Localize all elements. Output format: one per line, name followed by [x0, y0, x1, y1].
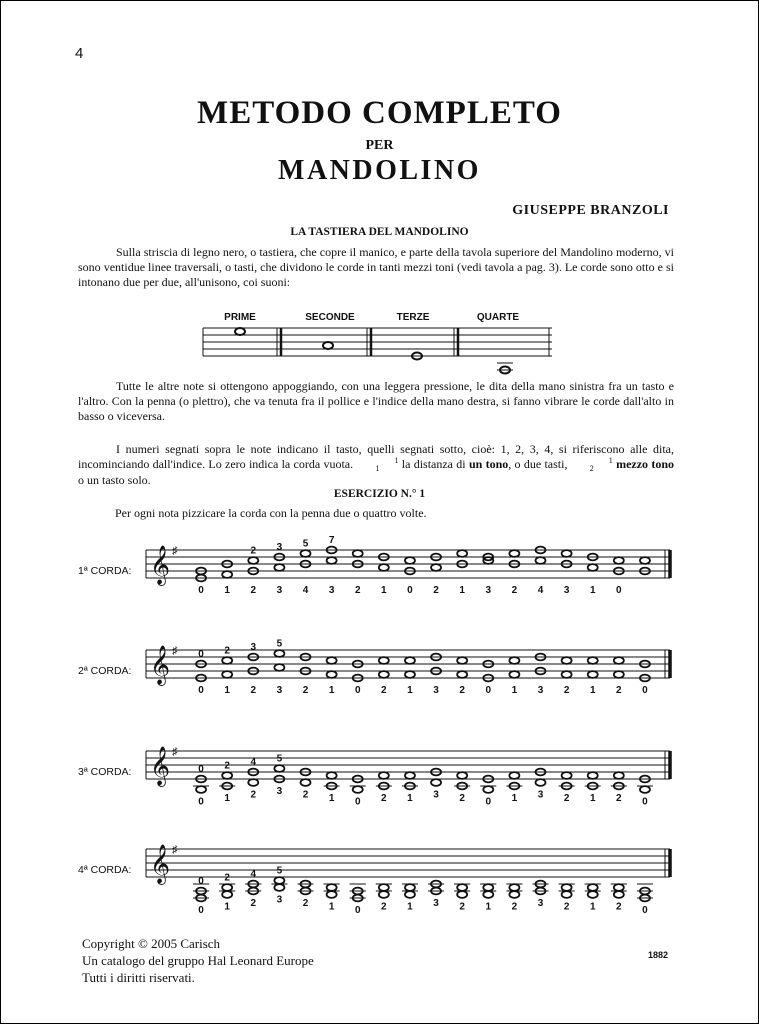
note-dyad — [536, 547, 546, 564]
finger-number: 1 — [224, 901, 230, 913]
finger-number: 3 — [276, 786, 283, 797]
whole-note — [588, 891, 598, 898]
fret-number: 2 — [250, 545, 257, 557]
note-dyad — [274, 765, 284, 782]
whole-note — [509, 671, 519, 678]
finger-number: 2 — [250, 789, 257, 801]
whole-note — [588, 884, 598, 891]
whole-note — [222, 772, 232, 779]
whole-note — [536, 779, 546, 786]
note-dyad — [248, 557, 258, 574]
finger-number: 2 — [616, 685, 622, 696]
finger-number: 2 — [250, 898, 257, 909]
catalog-code: 1882 — [648, 950, 669, 960]
whole-note — [301, 779, 311, 786]
note-dyad — [405, 557, 415, 574]
fingering-text-b: la distanza di — [401, 457, 466, 471]
finger-number: 3 — [433, 898, 439, 909]
note-dyad — [350, 776, 366, 793]
finger-number: 2 — [616, 793, 622, 804]
finger-number: 1 — [381, 585, 387, 596]
whole-note — [274, 765, 284, 772]
note-dyad — [614, 657, 624, 678]
note-dyad — [640, 557, 650, 574]
whole-note — [274, 884, 284, 891]
note-dyad — [405, 657, 415, 678]
whole-note — [588, 671, 598, 678]
note-dyad — [562, 550, 572, 567]
whole-note — [536, 557, 546, 564]
note-dyad — [324, 772, 340, 789]
finger-number: 1 — [589, 901, 596, 913]
note-dyad — [637, 776, 653, 793]
whole-note — [562, 891, 572, 898]
note-dyad — [585, 772, 601, 789]
note-dyad — [196, 568, 206, 582]
note-dyad — [379, 657, 389, 678]
finger-number: 2 — [563, 685, 570, 696]
finger-number: 2 — [616, 901, 622, 913]
note-dyad — [298, 881, 314, 895]
finger-number: 0 — [354, 685, 361, 696]
fret-number: 2 — [224, 760, 230, 772]
whole-note — [405, 557, 415, 564]
fingering-text-a: I numeri segnati sopra le note indicano il tasto, quelli segnati sotto, cioè: 1, 2, 3, 4, si riferiscono alle dita, incominciando dall'indice. Lo zero indica la corda vuota. — [78, 442, 674, 471]
whole-note — [405, 772, 415, 779]
whole-note — [327, 671, 337, 678]
note-dyad — [611, 772, 627, 789]
finger-number: 0 — [354, 796, 361, 806]
whole-note — [248, 557, 258, 564]
finger-number: 1 — [511, 685, 518, 696]
finger-number: 3 — [537, 789, 544, 801]
note-dyad — [379, 554, 389, 571]
un-tono: un tono — [468, 457, 509, 471]
note-dyad — [588, 554, 598, 571]
label-prime: PRIME — [224, 312, 256, 323]
finger-number: 2 — [459, 793, 465, 804]
whole-note — [509, 891, 519, 898]
exercise-title: ESERCIZIO N.° 1 — [333, 488, 426, 500]
finger-number: 1 — [328, 685, 335, 696]
note-dyad — [533, 881, 549, 895]
finger-number: 0 — [642, 796, 648, 806]
section-title: LA TASTIERA DEL MANDOLINO — [290, 226, 469, 238]
finger-number: 2 — [563, 793, 570, 804]
staff-corda-2 — [140, 630, 680, 705]
finger-number: 1 — [407, 793, 413, 804]
finger-number: 3 — [433, 789, 439, 801]
whole-note — [327, 557, 337, 564]
finger-number: 2 — [302, 898, 309, 909]
note-dyad — [245, 881, 261, 895]
note-dyad — [376, 772, 392, 789]
fraction-one — [356, 457, 398, 473]
whole-note — [640, 557, 650, 564]
whole-note — [379, 884, 389, 891]
fret-number: 2 — [224, 872, 230, 884]
fraction-one-num: 1 — [394, 456, 399, 466]
whole-note — [379, 772, 389, 779]
finger-number: 1 — [224, 685, 230, 696]
whole-note — [614, 884, 624, 891]
whole-note — [327, 772, 337, 779]
copyright — [82, 935, 314, 986]
treble-clef: 𝄞 — [150, 845, 171, 883]
mezzo-tono: mezzo tono — [616, 457, 675, 471]
fret-number: 3 — [276, 542, 283, 553]
fret-number: 5 — [276, 865, 283, 877]
fraction-half-den: 2 — [589, 464, 594, 474]
treble-clef: 𝄞 — [150, 747, 171, 785]
title-per: PER — [365, 138, 394, 153]
key-signature-sharp: ♯ — [172, 844, 178, 856]
whole-note — [274, 664, 284, 671]
note-dyad — [271, 877, 287, 891]
copyright-line: Tutti i diritti riservati. — [82, 970, 195, 985]
finger-number: 4 — [302, 585, 309, 596]
whole-note — [222, 671, 232, 678]
staff-corda-4 — [140, 829, 680, 919]
whole-note — [327, 657, 337, 664]
whole-note — [588, 657, 598, 664]
treble-clef: 𝄞 — [150, 546, 171, 584]
label-quarte: QUARTE — [476, 312, 520, 323]
whole-note — [405, 671, 415, 678]
finger-number: 3 — [328, 585, 335, 596]
whole-note — [222, 657, 232, 664]
finger-number: 0 — [485, 685, 492, 696]
exercise-instruction: Per ogni nota pizzicare la corda con la penna due o quattro volte. — [115, 506, 427, 520]
fraction-one-den: 1 — [375, 464, 380, 474]
whole-note — [379, 657, 389, 664]
fret-number: 4 — [250, 869, 257, 880]
note-dyad — [611, 884, 627, 898]
finger-number: 3 — [433, 685, 439, 696]
open-note-seconde — [323, 342, 333, 349]
author: GIUSEPPE BRANZOLI — [512, 203, 669, 218]
finger-number: 0 — [198, 585, 204, 596]
finger-number: 0 — [642, 905, 648, 916]
whole-note — [509, 657, 519, 664]
treble-clef: 𝄞 — [150, 646, 171, 684]
note-dyad — [222, 561, 232, 578]
finger-number: 2 — [250, 585, 257, 596]
whole-note — [614, 891, 624, 898]
whole-note — [614, 671, 624, 678]
whole-note — [405, 884, 415, 891]
finger-number: 2 — [250, 685, 257, 696]
whole-note — [457, 550, 467, 557]
fret-number: 0 — [198, 764, 204, 775]
row-label-1: 1ª CORDA: — [78, 565, 132, 577]
whole-note — [274, 564, 284, 571]
whole-note — [301, 550, 311, 557]
finger-number: 1 — [224, 793, 230, 804]
note-dyad — [301, 769, 311, 786]
note-dyad — [637, 884, 653, 901]
whole-note — [509, 772, 519, 779]
finger-number: 1 — [589, 685, 596, 696]
note-dyad — [480, 776, 496, 793]
finger-number: 1 — [485, 901, 492, 913]
note-dyad — [536, 769, 546, 786]
staff-corda-3 — [140, 731, 680, 806]
finger-number: 2 — [381, 901, 387, 913]
note-dyad — [585, 884, 601, 898]
copyright-line: Un catalogo del gruppo Hal Leonard Europe — [82, 953, 314, 968]
whole-note — [483, 891, 493, 898]
whole-note — [614, 657, 624, 664]
finger-number: 2 — [459, 685, 465, 696]
finger-number: 0 — [198, 685, 204, 696]
paragraph-fingering-text — [78, 442, 674, 488]
note-dyad — [301, 550, 311, 567]
note-dyad — [457, 657, 467, 678]
note-dyad — [509, 550, 519, 567]
key-signature-sharp: ♯ — [172, 545, 178, 557]
finger-number: 2 — [433, 585, 439, 596]
note-dyad — [509, 657, 519, 678]
whole-note — [562, 884, 572, 891]
page-subtitle: MANDOLINO — [278, 155, 481, 186]
finger-number: 1 — [589, 793, 596, 804]
finger-number: 0 — [198, 905, 204, 916]
fraction-half-num: 1 — [608, 456, 613, 466]
finger-number: 1 — [224, 585, 230, 596]
page-title: METODO COMPLETO — [197, 95, 562, 131]
paragraph-technique-text: Tutte le altre note si ottengono appoggiando, con una leggera pressione, le dita della mano sinistra fra un tasto e l'altro. Con la penna (o plettro), che va tenuta fra il pollice e l'indice della mano destra, si fanno vibrare le corde dall'alto in basso o viceversa. — [78, 379, 674, 423]
fret-number: 2 — [224, 645, 230, 657]
whole-note — [431, 779, 441, 786]
finger-number: 3 — [537, 898, 544, 909]
finger-number: 1 — [407, 901, 413, 913]
whole-note — [562, 657, 572, 664]
open-note-prime — [235, 328, 245, 335]
finger-number: 1 — [589, 585, 596, 596]
note-dyad — [219, 772, 235, 789]
whole-note — [483, 884, 493, 891]
finger-number: 2 — [511, 901, 518, 913]
finger-number: 3 — [276, 894, 283, 906]
whole-note — [509, 884, 519, 891]
whole-note — [457, 772, 467, 779]
whole-note — [274, 877, 284, 884]
row-label-3: 3ª CORDA: — [78, 766, 132, 778]
finger-number: 1 — [511, 793, 518, 804]
paragraph-fingering — [78, 442, 674, 488]
whole-note — [457, 884, 467, 891]
finger-number: 1 — [328, 793, 335, 804]
finger-number: 2 — [563, 901, 570, 913]
note-dyad — [402, 884, 418, 898]
whole-note — [222, 884, 232, 891]
finger-number: 0 — [354, 905, 361, 916]
fret-number: 0 — [198, 876, 204, 887]
whole-note — [196, 786, 206, 793]
note-dyad — [222, 657, 232, 678]
note-dyad — [559, 772, 575, 789]
note-dyad — [431, 554, 441, 571]
note-dyad — [327, 547, 337, 564]
whole-note — [431, 564, 441, 571]
note-dyad — [457, 550, 467, 567]
whole-note — [509, 550, 519, 557]
finger-number: 3 — [276, 585, 283, 596]
note-dyad — [350, 884, 366, 901]
note-dyad — [562, 657, 572, 678]
whole-note — [457, 671, 467, 678]
fret-number: 0 — [198, 649, 204, 660]
row-label-2: 2ª CORDA: — [78, 665, 132, 677]
finger-number: 2 — [302, 789, 309, 801]
label-terze: TERZE — [396, 312, 430, 323]
whole-note — [379, 891, 389, 898]
finger-number: 2 — [511, 585, 518, 596]
whole-note — [457, 657, 467, 664]
fingering-text-c: , o due tasti, — [508, 457, 568, 471]
finger-number: 0 — [407, 585, 413, 596]
finger-number: 0 — [616, 585, 622, 596]
paragraph-technique — [78, 379, 674, 424]
fret-number: 7 — [328, 535, 335, 546]
whole-note — [379, 671, 389, 678]
whole-note — [353, 786, 363, 793]
note-dyad — [219, 884, 235, 898]
paragraph-intro — [78, 245, 674, 290]
finger-number: 2 — [302, 685, 309, 696]
whole-note — [405, 891, 415, 898]
whole-note — [562, 671, 572, 678]
note-dyad — [324, 884, 340, 898]
fret-number: 5 — [302, 538, 309, 550]
key-signature-sharp: ♯ — [172, 746, 178, 758]
note-dyad — [614, 557, 624, 574]
finger-number: 3 — [537, 685, 544, 696]
finger-number: 0 — [198, 796, 204, 806]
finger-number: 2 — [381, 793, 387, 804]
finger-number: 0 — [485, 796, 492, 806]
paragraph-intro-text: Sulla striscia di legno nero, o tastiera, che copre il manico, e parte della tavola superiore del Mandolino moderno, vi sono ventidue linee traversali, o tasti, che dividono le corde in tanti mezzi toni (vedi tavola a pag. 3). Le corde sono otto e si intonano due per due, all'unisono, coi suoni: — [78, 245, 674, 289]
label-seconde: SECONDE — [305, 312, 355, 323]
whole-note — [614, 772, 624, 779]
fret-number: 3 — [250, 642, 257, 653]
whole-note — [274, 650, 284, 657]
finger-number: 2 — [354, 585, 361, 596]
note-dyad — [588, 657, 598, 678]
whole-note — [457, 891, 467, 898]
note-dyad — [274, 554, 284, 571]
whole-note — [562, 772, 572, 779]
finger-number: 1 — [459, 585, 465, 596]
staff-corda-1 — [140, 530, 680, 605]
whole-note — [562, 550, 572, 557]
note-dyad — [274, 650, 284, 671]
fret-number: 5 — [276, 753, 283, 765]
page-number: 4 — [75, 45, 84, 62]
note-dyad — [193, 776, 209, 793]
row-label-4: 4ª CORDA: — [78, 864, 132, 876]
fret-number: 5 — [276, 638, 283, 650]
note-dyad — [559, 884, 575, 898]
finger-number: 3 — [276, 685, 283, 696]
fraction-half — [571, 457, 613, 473]
note-dyad — [454, 772, 470, 789]
note-dyad — [454, 884, 470, 898]
copyright-line: Copyright © 2005 Carisch — [82, 936, 221, 951]
whole-note — [222, 891, 232, 898]
note-dyad — [483, 554, 493, 564]
whole-note — [614, 557, 624, 564]
finger-number: 2 — [381, 685, 387, 696]
note-dyad — [402, 772, 418, 789]
whole-note — [588, 772, 598, 779]
finger-number: 3 — [485, 585, 492, 596]
finger-number: 2 — [459, 901, 465, 913]
note-dyad — [248, 769, 258, 786]
finger-number: 0 — [642, 685, 648, 696]
note-dyad — [428, 881, 444, 895]
whole-note — [353, 550, 363, 557]
finger-number: 1 — [407, 685, 413, 696]
note-dyad — [480, 884, 496, 898]
note-dyad — [431, 769, 441, 786]
whole-note — [379, 564, 389, 571]
whole-note — [588, 564, 598, 571]
note-dyad — [376, 884, 392, 898]
finger-number: 3 — [563, 585, 570, 596]
finger-number: 4 — [537, 585, 544, 596]
whole-note — [483, 786, 493, 793]
whole-note — [327, 884, 337, 891]
whole-note — [640, 786, 650, 793]
whole-note — [405, 657, 415, 664]
whole-note — [222, 571, 232, 578]
whole-note — [248, 779, 258, 786]
fret-number: 4 — [250, 757, 257, 768]
finger-number: 1 — [328, 901, 335, 913]
note-dyad — [506, 884, 522, 898]
fingering-text-d: o un tasto solo. — [78, 473, 151, 488]
whole-note — [327, 891, 337, 898]
note-dyad — [353, 550, 363, 567]
note-dyad — [506, 772, 522, 789]
key-signature-sharp: ♯ — [172, 645, 178, 657]
note-dyad — [327, 657, 337, 678]
